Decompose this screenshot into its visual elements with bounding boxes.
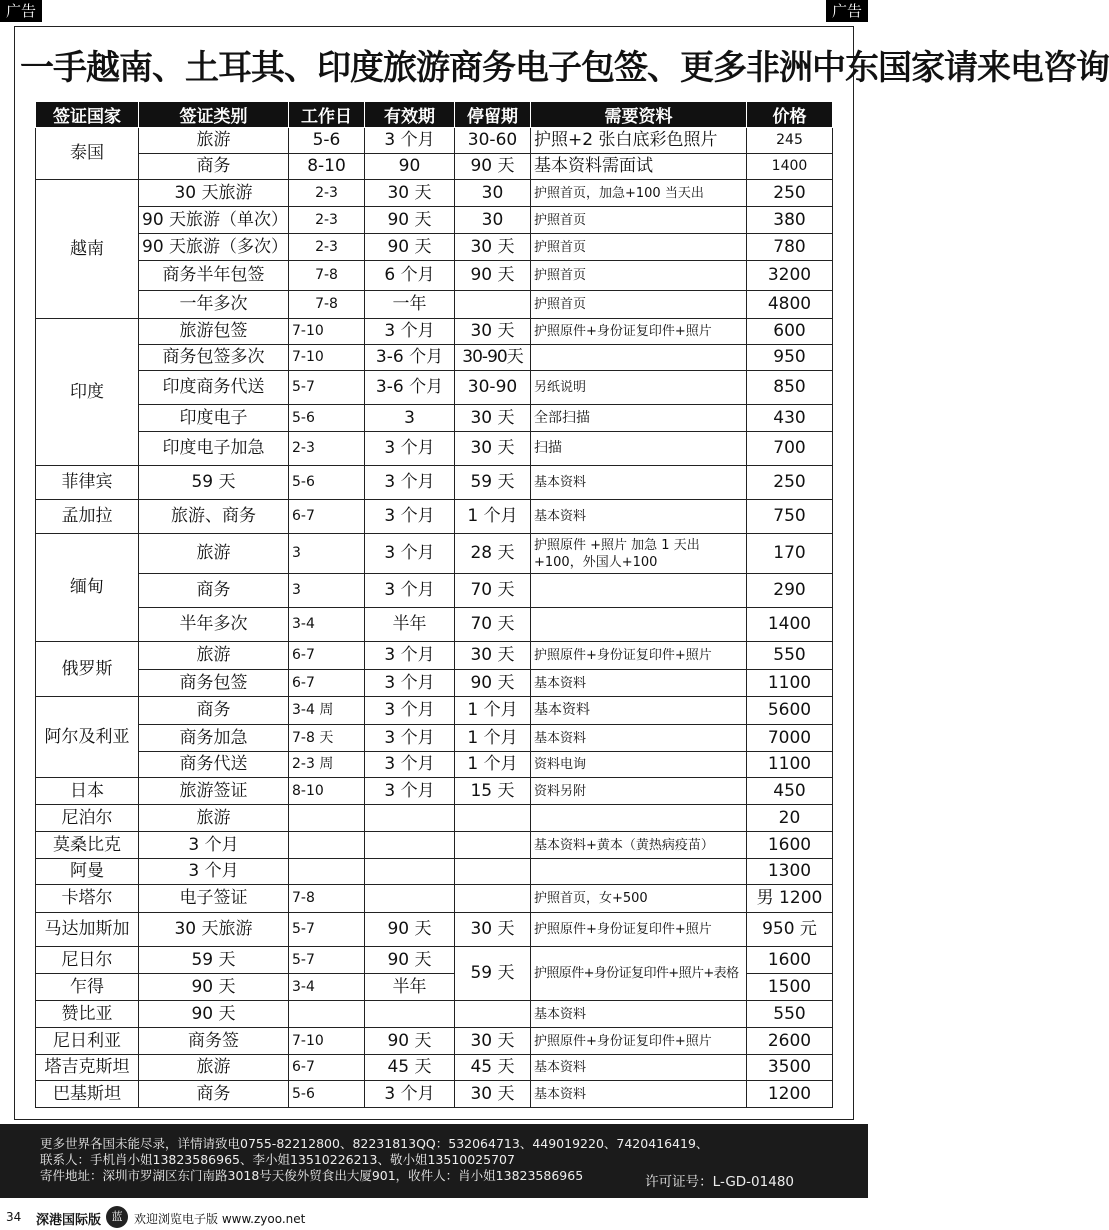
column-header: 签证国家	[36, 102, 139, 128]
documents-cell: 护照首页	[531, 234, 747, 261]
table-row	[36, 913, 833, 947]
visa-type-cell: 旅游、商务	[139, 500, 289, 534]
price-cell: 430	[747, 405, 833, 432]
visa-type-cell: 30 天旅游	[139, 180, 289, 207]
country-cell: 赞比亚	[36, 1001, 139, 1028]
table-row	[36, 1001, 833, 1028]
table-row	[36, 319, 833, 345]
documents-cell: 基本资料	[531, 725, 747, 752]
documents-cell: 扫描	[531, 432, 747, 466]
price-cell: 950 元	[747, 913, 833, 947]
validity-cell: 半年	[365, 974, 455, 1001]
price-cell: 2600	[747, 1028, 833, 1055]
table-row	[36, 805, 833, 832]
stay-cell: 59 天	[455, 947, 531, 1001]
visa-type-cell: 旅游签证	[139, 778, 289, 805]
price-cell: 1600	[747, 832, 833, 859]
contact-footer	[0, 1124, 868, 1198]
table-row	[36, 832, 833, 859]
country-cell: 阿尔及利亚	[36, 697, 139, 778]
price-cell: 700	[747, 432, 833, 466]
documents-cell	[531, 805, 747, 832]
column-header: 有效期	[365, 102, 455, 128]
price-cell: 550	[747, 1001, 833, 1028]
work-days-cell: 3-4 周	[289, 697, 365, 725]
price-cell: 1300	[747, 859, 833, 885]
column-header: 工作日	[289, 102, 365, 128]
ad-tag-right: 广告	[826, 0, 868, 22]
visa-type-cell: 90 天旅游（单次）	[139, 207, 289, 234]
visa-type-cell: 商务加急	[139, 725, 289, 752]
documents-cell	[531, 574, 747, 608]
work-days-cell: 6-7	[289, 642, 365, 670]
work-days-cell: 5-6	[289, 1081, 365, 1108]
visa-type-cell: 商务代送	[139, 752, 289, 778]
documents-cell: 护照首页	[531, 291, 747, 319]
work-days-cell: 3-4	[289, 974, 365, 1001]
work-days-cell: 7-8	[289, 885, 365, 913]
documents-cell: 基本资料	[531, 697, 747, 725]
documents-cell: 护照原件+身份证复印件+照片	[531, 913, 747, 947]
country-cell: 越南	[36, 180, 139, 319]
table-row	[36, 500, 833, 534]
work-days-cell: 5-7	[289, 913, 365, 947]
validity-cell: 30 天	[365, 180, 455, 207]
validity-cell: 90 天	[365, 234, 455, 261]
stay-cell: 30-90天	[455, 345, 531, 371]
column-header: 签证类别	[139, 102, 289, 128]
price-cell: 1100	[747, 670, 833, 697]
validity-cell: 90 天	[365, 1028, 455, 1055]
work-days-cell: 7-8 天	[289, 725, 365, 752]
stay-cell: 30	[455, 180, 531, 207]
stay-cell: 90 天	[455, 154, 531, 180]
country-cell: 莫桑比克	[36, 832, 139, 859]
documents-cell: 基本资料+黄本（黄热病疫苗）	[531, 832, 747, 859]
stay-cell: 30 天	[455, 432, 531, 466]
stay-cell	[455, 291, 531, 319]
work-days-cell: 7-8	[289, 291, 365, 319]
work-days-cell: 5-6	[289, 466, 365, 500]
visa-type-cell: 印度电子	[139, 405, 289, 432]
validity-cell	[365, 885, 455, 913]
validity-cell: 3 个月	[365, 697, 455, 725]
validity-cell: 90 天	[365, 913, 455, 947]
price-cell: 3500	[747, 1055, 833, 1081]
work-days-cell	[289, 832, 365, 859]
country-cell: 尼泊尔	[36, 805, 139, 832]
table-row	[36, 291, 833, 319]
stay-cell: 1 个月	[455, 752, 531, 778]
stay-cell: 30 天	[455, 1028, 531, 1055]
validity-cell: 3 个月	[365, 500, 455, 534]
visa-type-cell: 电子签证	[139, 885, 289, 913]
table-row	[36, 534, 833, 574]
visa-type-cell: 旅游	[139, 642, 289, 670]
visa-type-cell: 商务	[139, 154, 289, 180]
documents-cell: 护照首页，女+500	[531, 885, 747, 913]
stay-cell: 70 天	[455, 608, 531, 642]
documents-cell: 基本资料	[531, 1081, 747, 1108]
table-row	[36, 371, 833, 405]
documents-cell	[531, 859, 747, 885]
price-cell: 950	[747, 345, 833, 371]
table-row	[36, 1055, 833, 1081]
work-days-cell: 3	[289, 534, 365, 574]
page-title: 一手越南、土耳其、印度旅游商务电子包签、更多非洲中东国家请来电咨询	[20, 48, 1109, 88]
documents-cell: 护照原件+身份证复印件+照片	[531, 319, 747, 345]
ad-tag-left: 广告	[0, 0, 42, 22]
table-row	[36, 345, 833, 371]
validity-cell: 3 个月	[365, 574, 455, 608]
documents-cell: 护照+2 张白底彩色照片	[531, 128, 747, 154]
stay-cell: 1 个月	[455, 500, 531, 534]
work-days-cell: 7-8	[289, 261, 365, 291]
validity-cell: 90 天	[365, 947, 455, 974]
country-cell: 乍得	[36, 974, 139, 1001]
price-cell: 850	[747, 371, 833, 405]
stay-cell: 30-90	[455, 371, 531, 405]
documents-cell: 护照首页	[531, 261, 747, 291]
validity-cell: 3-6 个月	[365, 345, 455, 371]
documents-cell: 护照首页，加急+100 当天出	[531, 180, 747, 207]
stay-cell: 30 天	[455, 1081, 531, 1108]
table-row	[36, 670, 833, 697]
stay-cell: 90 天	[455, 670, 531, 697]
price-cell: 290	[747, 574, 833, 608]
work-days-cell: 5-6	[289, 128, 365, 154]
work-days-cell: 3	[289, 574, 365, 608]
stay-cell: 28 天	[455, 534, 531, 574]
validity-cell: 3 个月	[365, 778, 455, 805]
work-days-cell: 6-7	[289, 500, 365, 534]
stay-cell: 45 天	[455, 1055, 531, 1081]
visa-type-cell: 旅游	[139, 534, 289, 574]
table-row	[36, 608, 833, 642]
mailing-address-line: 寄件地址：深圳市罗湖区东门南路3018号天俊外贸食出大厦901，收件人：肖小姐13823586965	[40, 1168, 584, 1183]
price-cell: 245	[747, 128, 833, 154]
validity-cell: 3 个月	[365, 432, 455, 466]
work-days-cell: 2-3 周	[289, 752, 365, 778]
documents-cell: 基本资料	[531, 1055, 747, 1081]
price-cell: 380	[747, 207, 833, 234]
work-days-cell: 7-10	[289, 345, 365, 371]
page-footer	[0, 1200, 868, 1230]
documents-cell	[531, 345, 747, 371]
documents-cell: 护照原件+身份证复印件+照片+表格	[531, 947, 747, 1001]
price-cell: 7000	[747, 725, 833, 752]
price-cell: 5600	[747, 697, 833, 725]
country-cell: 菲律宾	[36, 466, 139, 500]
price-cell: 男 1200	[747, 885, 833, 913]
table-row	[36, 778, 833, 805]
visa-type-cell: 30 天旅游	[139, 913, 289, 947]
column-header: 停留期	[455, 102, 531, 128]
work-days-cell: 3-4	[289, 608, 365, 642]
validity-cell: 半年	[365, 608, 455, 642]
validity-cell: 3 个月	[365, 642, 455, 670]
documents-cell: 护照首页	[531, 207, 747, 234]
table-row	[36, 697, 833, 725]
table-row	[36, 642, 833, 670]
column-header: 价格	[747, 102, 833, 128]
price-cell: 1100	[747, 752, 833, 778]
table-row	[36, 885, 833, 913]
documents-cell: 资料电询	[531, 752, 747, 778]
price-cell: 250	[747, 180, 833, 207]
stay-cell	[455, 859, 531, 885]
table-row	[36, 432, 833, 466]
stay-cell: 1 个月	[455, 697, 531, 725]
work-days-cell: 2-3	[289, 432, 365, 466]
country-cell: 尼日利亚	[36, 1028, 139, 1055]
work-days-cell: 2-3	[289, 207, 365, 234]
validity-cell: 3 个月	[365, 534, 455, 574]
stay-cell	[455, 832, 531, 859]
visa-type-cell: 旅游	[139, 805, 289, 832]
documents-cell: 全部扫描	[531, 405, 747, 432]
work-days-cell	[289, 1001, 365, 1028]
stay-cell: 90 天	[455, 261, 531, 291]
validity-cell: 3 个月	[365, 319, 455, 345]
validity-cell: 6 个月	[365, 261, 455, 291]
visa-type-cell: 一年多次	[139, 291, 289, 319]
documents-cell: 资料另附	[531, 778, 747, 805]
work-days-cell: 6-7	[289, 670, 365, 697]
table-row	[36, 128, 833, 154]
validity-cell: 45 天	[365, 1055, 455, 1081]
work-days-cell: 5-7	[289, 947, 365, 974]
country-cell: 俄罗斯	[36, 642, 139, 697]
table-row	[36, 1081, 833, 1108]
country-cell: 卡塔尔	[36, 885, 139, 913]
visa-type-cell: 印度商务代送	[139, 371, 289, 405]
price-cell: 450	[747, 778, 833, 805]
visa-type-cell: 旅游包签	[139, 319, 289, 345]
visa-type-cell: 商务包签多次	[139, 345, 289, 371]
visa-type-cell: 59 天	[139, 947, 289, 974]
documents-cell: 护照原件 +照片 加急 1 天出+100，外国人+100	[531, 534, 747, 574]
work-days-cell: 8-10	[289, 154, 365, 180]
table-row	[36, 234, 833, 261]
visa-type-cell: 3 个月	[139, 859, 289, 885]
stay-cell: 30-60	[455, 128, 531, 154]
table-row	[36, 1028, 833, 1055]
price-cell: 170	[747, 534, 833, 574]
table-row	[36, 466, 833, 500]
price-cell: 1400	[747, 608, 833, 642]
documents-cell: 基本资料	[531, 466, 747, 500]
country-cell: 塔吉克斯坦	[36, 1055, 139, 1081]
validity-cell: 一年	[365, 291, 455, 319]
stay-cell: 15 天	[455, 778, 531, 805]
publication-logo-icon: 蓝	[106, 1206, 128, 1228]
table-row	[36, 261, 833, 291]
visa-type-cell: 旅游	[139, 128, 289, 154]
stay-cell: 30 天	[455, 405, 531, 432]
visa-type-cell: 90 天	[139, 1001, 289, 1028]
visa-type-cell: 商务	[139, 697, 289, 725]
stay-cell	[455, 1001, 531, 1028]
visa-type-cell: 90 天旅游（多次）	[139, 234, 289, 261]
price-cell: 1400	[747, 154, 833, 180]
price-cell: 750	[747, 500, 833, 534]
validity-cell: 90	[365, 154, 455, 180]
table-row	[36, 207, 833, 234]
documents-cell: 另纸说明	[531, 371, 747, 405]
country-cell: 孟加拉	[36, 500, 139, 534]
table-row	[36, 947, 833, 974]
visa-type-cell: 印度电子加急	[139, 432, 289, 466]
website-text: 欢迎浏览电子版 www.zyoo.net	[134, 1212, 306, 1226]
visa-type-cell: 商务	[139, 574, 289, 608]
publication-name: 深港国际版	[36, 1213, 102, 1228]
country-cell: 巴基斯坦	[36, 1081, 139, 1108]
price-cell: 20	[747, 805, 833, 832]
table-row	[36, 405, 833, 432]
country-cell: 印度	[36, 319, 139, 466]
validity-cell: 3 个月	[365, 1081, 455, 1108]
price-cell: 1500	[747, 974, 833, 1001]
visa-type-cell: 商务包签	[139, 670, 289, 697]
stay-cell: 1 个月	[455, 725, 531, 752]
stay-cell: 30 天	[455, 319, 531, 345]
price-cell: 3200	[747, 261, 833, 291]
validity-cell	[365, 832, 455, 859]
validity-cell	[365, 859, 455, 885]
documents-cell	[531, 608, 747, 642]
stay-cell: 30 天	[455, 913, 531, 947]
documents-cell: 基本资料	[531, 1001, 747, 1028]
country-cell: 阿曼	[36, 859, 139, 885]
stay-cell	[455, 805, 531, 832]
visa-type-cell: 90 天	[139, 974, 289, 1001]
work-days-cell: 7-10	[289, 1028, 365, 1055]
validity-cell: 3 个月	[365, 670, 455, 697]
validity-cell: 3 个月	[365, 725, 455, 752]
stay-cell: 70 天	[455, 574, 531, 608]
work-days-cell: 2-3	[289, 180, 365, 207]
visa-type-cell: 旅游	[139, 1055, 289, 1081]
validity-cell: 3 个月	[365, 128, 455, 154]
table-header-row	[36, 102, 833, 128]
page-number: 34	[6, 1210, 22, 1224]
contact-person-line: 联系人：手机肖小姐13823586965、李小姐13510226213、敬小姐13510025707	[40, 1152, 515, 1167]
license-number: 许可证号：L-GD-01480	[645, 1174, 794, 1190]
stay-cell: 30 天	[455, 642, 531, 670]
validity-cell: 3	[365, 405, 455, 432]
table-row	[36, 725, 833, 752]
validity-cell: 3 个月	[365, 752, 455, 778]
price-cell: 4800	[747, 291, 833, 319]
visa-type-cell: 商务签	[139, 1028, 289, 1055]
validity-cell	[365, 1001, 455, 1028]
visa-type-cell: 商务	[139, 1081, 289, 1108]
price-cell: 250	[747, 466, 833, 500]
documents-cell: 基本资料	[531, 670, 747, 697]
contact-lines	[40, 1136, 708, 1184]
stay-cell: 30	[455, 207, 531, 234]
validity-cell: 3-6 个月	[365, 371, 455, 405]
documents-cell: 护照原件+身份证复印件+照片	[531, 1028, 747, 1055]
stay-cell: 30 天	[455, 234, 531, 261]
country-cell: 尼日尔	[36, 947, 139, 974]
table-row	[36, 859, 833, 885]
visa-type-cell: 商务半年包签	[139, 261, 289, 291]
table-row	[36, 752, 833, 778]
price-cell: 780	[747, 234, 833, 261]
country-cell: 日本	[36, 778, 139, 805]
visa-type-cell: 59 天	[139, 466, 289, 500]
documents-cell: 基本资料	[531, 500, 747, 534]
visa-type-cell: 3 个月	[139, 832, 289, 859]
documents-cell: 护照原件+身份证复印件+照片	[531, 642, 747, 670]
work-days-cell: 2-3	[289, 234, 365, 261]
documents-cell: 基本资料需面试	[531, 154, 747, 180]
work-days-cell: 5-7	[289, 371, 365, 405]
price-cell: 550	[747, 642, 833, 670]
contact-phone-line: 更多世界各国未能尽录，详情请致电0755-82212800、82231813QQ：532064713、449019220、7420416419、	[40, 1136, 709, 1151]
table-row	[36, 574, 833, 608]
validity-cell: 3 个月	[365, 466, 455, 500]
price-cell: 1200	[747, 1081, 833, 1108]
work-days-cell	[289, 859, 365, 885]
work-days-cell	[289, 805, 365, 832]
stay-cell: 59 天	[455, 466, 531, 500]
column-header: 需要资料	[531, 102, 747, 128]
country-cell: 泰国	[36, 128, 139, 180]
visa-price-table	[35, 101, 833, 1108]
country-cell: 缅甸	[36, 534, 139, 642]
work-days-cell: 6-7	[289, 1055, 365, 1081]
validity-cell	[365, 805, 455, 832]
country-cell: 马达加斯加	[36, 913, 139, 947]
stay-cell	[455, 885, 531, 913]
table-row	[36, 154, 833, 180]
table-row	[36, 180, 833, 207]
work-days-cell: 7-10	[289, 319, 365, 345]
work-days-cell: 8-10	[289, 778, 365, 805]
price-cell: 600	[747, 319, 833, 345]
work-days-cell: 5-6	[289, 405, 365, 432]
validity-cell: 90 天	[365, 207, 455, 234]
visa-type-cell: 半年多次	[139, 608, 289, 642]
price-cell: 1600	[747, 947, 833, 974]
